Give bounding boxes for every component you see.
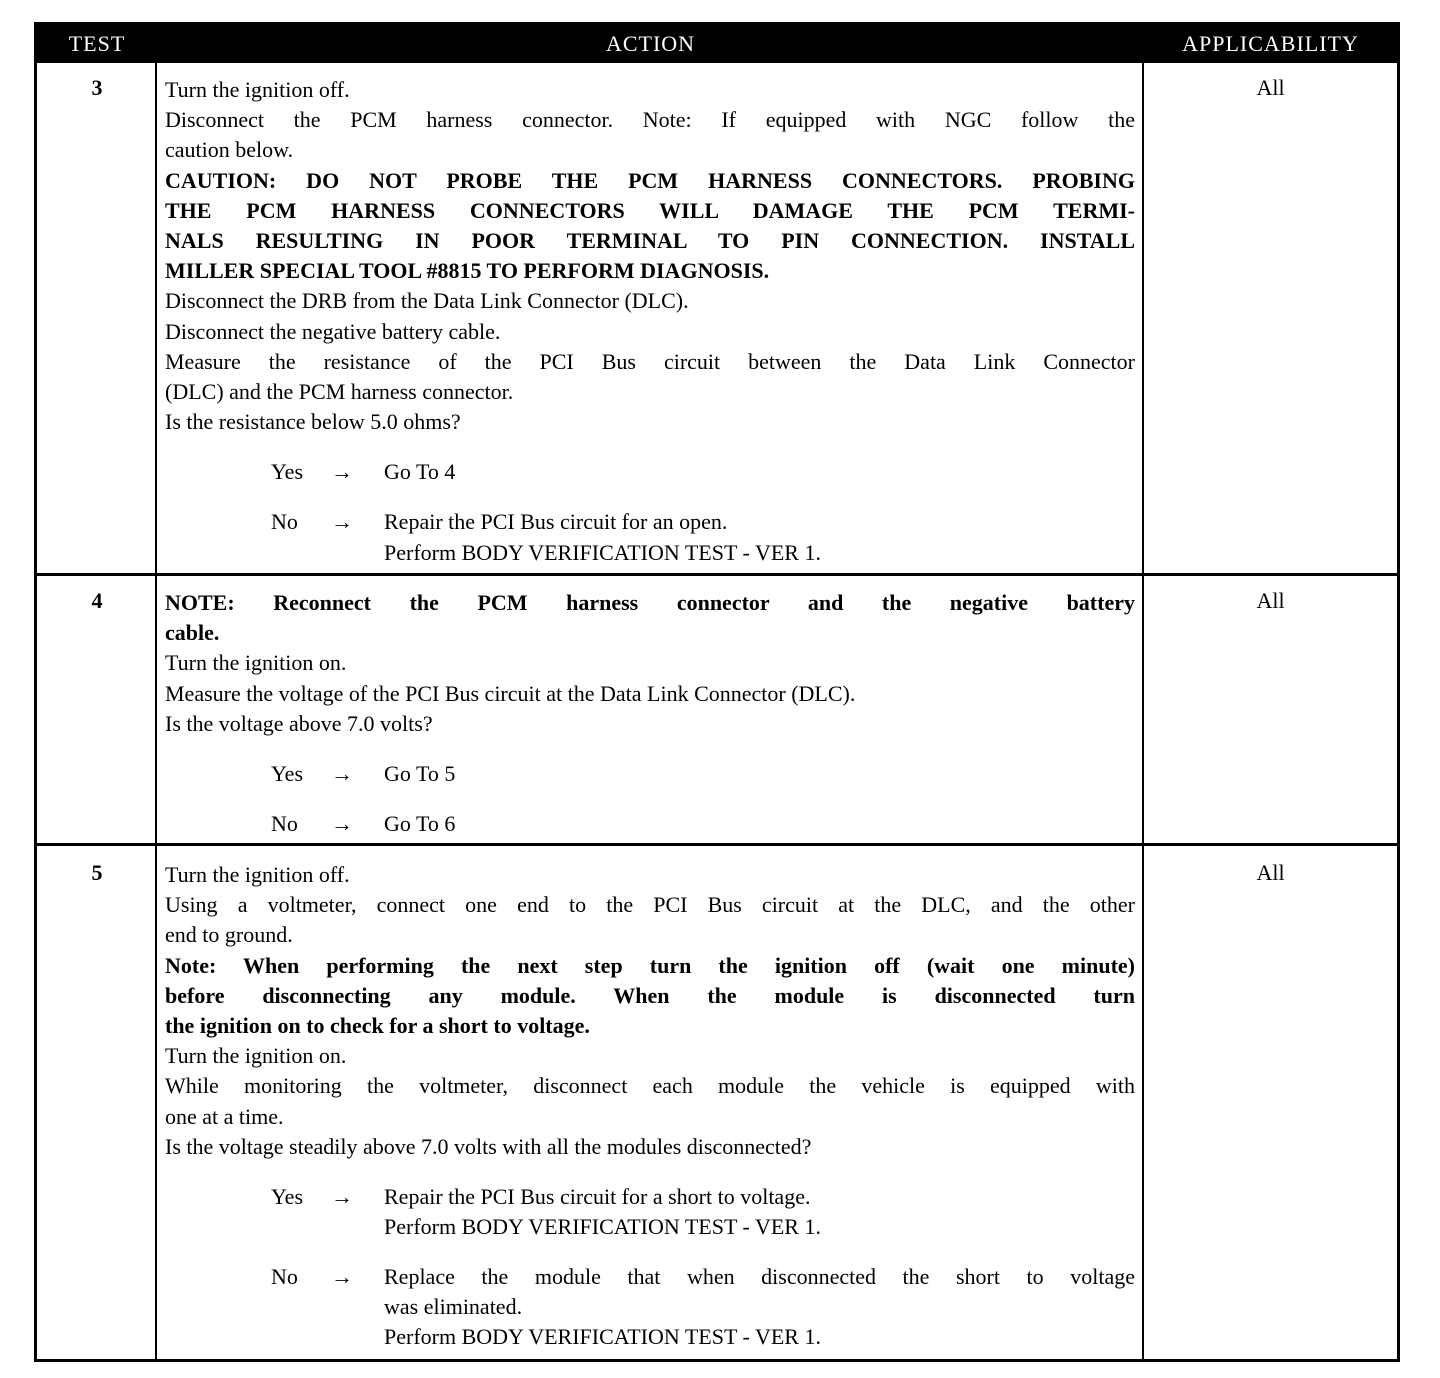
row-divider bbox=[37, 573, 1397, 576]
test-number: 4 bbox=[91, 588, 103, 613]
outcome-text bbox=[384, 457, 1135, 487]
outcome-no bbox=[165, 1262, 1135, 1352]
note-line: NOTE: Reconnect the PCM harness connector and the negative battery bbox=[165, 590, 1135, 615]
row-divider bbox=[37, 843, 1397, 846]
diagnostic-table bbox=[34, 22, 1400, 1362]
outcome-line: Perform BODY VERIFICATION TEST - VER 1. bbox=[384, 539, 821, 565]
table-header bbox=[37, 25, 1397, 63]
outcome-line: Go To 5 bbox=[384, 761, 456, 787]
outcome-label: No bbox=[271, 1264, 298, 1290]
action-line: Turn the ignition off. bbox=[165, 77, 350, 102]
test-number: 3 bbox=[91, 75, 103, 100]
question-line: Is the resistance below 5.0 ohms? bbox=[165, 409, 461, 435]
outcome-label: Yes bbox=[271, 1184, 304, 1210]
test-number: 5 bbox=[91, 860, 103, 885]
outcome-line: Perform BODY VERIFICATION TEST - VER 1. bbox=[384, 1214, 821, 1240]
arrow-right-icon: → bbox=[331, 509, 353, 535]
column-divider bbox=[155, 63, 157, 1359]
outcome-text bbox=[384, 1262, 1135, 1353]
caution-line: CAUTION: DO NOT PROBE THE PCM HARNESS CONNECTORS. PROBING bbox=[165, 167, 1135, 193]
action-line: caution below. bbox=[165, 137, 294, 163]
outcome-line: Go To 4 bbox=[384, 459, 456, 485]
outcome-line: was eliminated. bbox=[384, 1294, 523, 1320]
note-line: the ignition on to check for a short to voltage. bbox=[165, 1013, 590, 1039]
action-cell bbox=[165, 75, 1135, 567]
action-cell bbox=[165, 860, 1135, 1352]
outcome-line: Repair the PCI Bus circuit for a short to voltage. bbox=[384, 1184, 811, 1210]
action-line: Measure the voltage of the PCI Bus circuit at the Data Link Connector (DLC). bbox=[165, 680, 856, 706]
header-applicability: APPLICABILITY bbox=[1182, 31, 1359, 56]
outcome-label: No bbox=[271, 509, 298, 535]
action-line: Disconnect the negative battery cable. bbox=[165, 318, 501, 344]
outcome-label: Yes bbox=[271, 459, 304, 485]
action-line: Turn the ignition off. bbox=[165, 862, 350, 887]
arrow-right-icon: → bbox=[331, 811, 353, 837]
outcome-no bbox=[165, 809, 1135, 839]
action-cell bbox=[165, 588, 1135, 839]
action-line: Measure the resistance of the PCI Bus circuit between the Data Link Connector bbox=[165, 348, 1135, 374]
applicability: All bbox=[1256, 75, 1285, 100]
arrow-right-icon: → bbox=[331, 1184, 353, 1210]
action-line: Disconnect the DRB from the Data Link Connector (DLC). bbox=[165, 288, 689, 314]
outcome-line: Repair the PCI Bus circuit for an open. bbox=[384, 509, 728, 535]
action-line: (DLC) and the PCM harness connector. bbox=[165, 379, 514, 405]
outcome-label: Yes bbox=[271, 761, 304, 787]
arrow-right-icon: → bbox=[331, 459, 353, 485]
action-line: Turn the ignition on. bbox=[165, 650, 347, 676]
outcome-text bbox=[384, 1182, 1135, 1242]
arrow-right-icon: → bbox=[331, 1264, 353, 1290]
header-action: ACTION bbox=[605, 31, 696, 56]
note-line: Note: When performing the next step turn the ignition off (wait one minute) bbox=[165, 952, 1135, 978]
outcome-no bbox=[165, 507, 1135, 567]
caution-line: MILLER SPECIAL TOOL #8815 TO PERFORM DIAGNOSIS. bbox=[165, 258, 770, 284]
action-line: Turn the ignition on. bbox=[165, 1043, 347, 1069]
outcome-text bbox=[384, 507, 1135, 567]
outcome-yes bbox=[165, 1182, 1135, 1242]
outcome-label: No bbox=[271, 811, 298, 837]
outcome-line: Replace the module that when disconnected the short to voltage bbox=[384, 1264, 1135, 1290]
caution-line: THE PCM HARNESS CONNECTORS WILL DAMAGE THE PCM TERMI- bbox=[165, 197, 1135, 223]
column-divider bbox=[1142, 63, 1144, 1359]
action-line: one at a time. bbox=[165, 1103, 284, 1129]
question-line: Is the voltage steadily above 7.0 volts with all the modules disconnected? bbox=[165, 1133, 812, 1159]
caution-line: NALS RESULTING IN POOR TERMINAL TO PIN CONNECTION. INSTALL bbox=[165, 228, 1135, 254]
applicability: All bbox=[1256, 588, 1285, 613]
outcome-text bbox=[384, 809, 1135, 839]
action-line: Disconnect the PCM harness connector. Note: If equipped with NGC follow the bbox=[165, 107, 1135, 133]
action-line: end to ground. bbox=[165, 922, 293, 948]
outcome-text bbox=[384, 759, 1135, 789]
action-line: Using a voltmeter, connect one end to the PCI Bus circuit at the DLC, and the other bbox=[165, 892, 1135, 918]
note-line: cable. bbox=[165, 620, 220, 646]
outcome-line: Perform BODY VERIFICATION TEST - VER 1. bbox=[384, 1324, 821, 1350]
outcome-line: Go To 6 bbox=[384, 811, 456, 837]
applicability: All bbox=[1256, 860, 1285, 885]
action-line: While monitoring the voltmeter, disconnect each module the vehicle is equipped with bbox=[165, 1073, 1135, 1099]
outcome-yes bbox=[165, 759, 1135, 789]
header-test: TEST bbox=[68, 31, 126, 56]
outcome-yes bbox=[165, 457, 1135, 487]
arrow-right-icon: → bbox=[331, 761, 353, 787]
question-line: Is the voltage above 7.0 volts? bbox=[165, 710, 433, 736]
note-line: before disconnecting any module. When the module is disconnected turn bbox=[165, 982, 1135, 1008]
